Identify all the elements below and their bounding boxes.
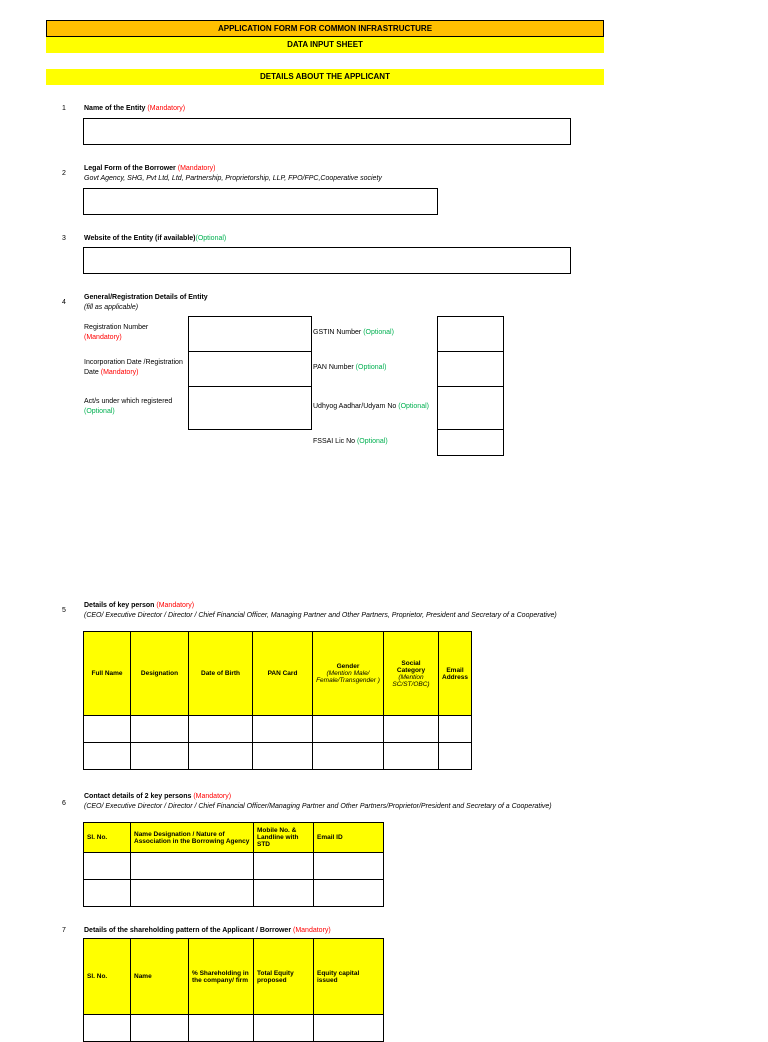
pan-text: PAN Number — [313, 364, 354, 371]
gstin-text: GSTIN Number — [313, 329, 362, 336]
shareholding-table — [83, 938, 384, 1042]
table-cell[interactable] — [84, 716, 131, 743]
pan-label — [313, 363, 386, 373]
registration-number-tag: (Mandatory) — [84, 334, 122, 341]
col-equity-issued: Equity capital issued — [314, 939, 384, 1015]
q2-mandatory-tag: (Mandatory) — [177, 165, 216, 172]
table-cell[interactable] — [313, 743, 384, 770]
pan-field[interactable] — [437, 351, 504, 387]
acts-tag: (Optional) — [84, 408, 115, 415]
q4-number: 4 — [62, 299, 66, 306]
q5-hint: (CEO/ Executive Director / Director / Chief Financial Officer, Managing Partner and Other Partners, Proprietor, President and Secretary of a Cooperative) — [84, 612, 557, 619]
section-heading: DETAILS ABOUT THE APPLICANT — [46, 69, 604, 85]
table-cell[interactable] — [84, 743, 131, 770]
table-cell[interactable] — [384, 743, 439, 770]
q6-hint: (CEO/ Executive Director / Director / Chief Financial Officer/Managing Partner and Other Partners/Proprietor/President and Secretary of a Cooperative) — [84, 803, 552, 810]
q6-label-text: Contact details of 2 key persons — [84, 793, 192, 800]
q6-number: 6 — [62, 800, 66, 807]
col-social-text: Social Category — [396, 659, 426, 674]
incorporation-date-tag: (Mandatory) — [100, 369, 139, 376]
col-social-category — [384, 632, 439, 716]
col-dob: Date of Birth — [189, 632, 253, 716]
q7-label-text: Details of the shareholding pattern of the Applicant / Borrower — [84, 927, 292, 934]
q3-optional-tag: (Optional) — [195, 235, 227, 242]
col-email: Email Address — [439, 632, 472, 716]
table-cell[interactable] — [189, 716, 253, 743]
col-mobile: Mobile No. & Landline with STD — [254, 823, 314, 853]
table-row — [84, 1015, 384, 1042]
table-row — [84, 743, 472, 770]
legal-form-field[interactable] — [83, 188, 438, 215]
table-cell[interactable] — [253, 716, 313, 743]
acts-field[interactable] — [188, 386, 312, 430]
q2-label — [84, 164, 382, 184]
col-gender — [313, 632, 384, 716]
col-gender-text: Gender — [336, 663, 360, 670]
gstin-tag: (Optional) — [363, 329, 394, 336]
col-name: Name — [131, 939, 189, 1015]
q7-number: 7 — [62, 927, 66, 934]
table-cell[interactable] — [131, 716, 189, 743]
fssai-field[interactable] — [437, 429, 504, 456]
table-cell[interactable] — [131, 1015, 189, 1042]
table-cell[interactable] — [314, 853, 384, 880]
table-cell[interactable] — [254, 880, 314, 907]
fssai-tag: (Optional) — [356, 438, 388, 445]
q5-label — [84, 601, 557, 621]
q4-label-text: General/Registration Details of Entity — [84, 294, 208, 301]
q3-number: 3 — [62, 235, 66, 242]
fssai-text: FSSAI Lic No — [313, 438, 356, 445]
gstin-label — [313, 328, 394, 338]
q4-hint: (fill as applicable) — [84, 304, 139, 311]
q7-label — [84, 926, 331, 936]
table-cell[interactable] — [84, 1015, 131, 1042]
pan-tag: (Optional) — [355, 364, 387, 371]
q1-label-text: Name of the Entity — [84, 105, 146, 112]
acts-text: Act/s under which registered — [84, 398, 173, 405]
entity-name-field[interactable] — [83, 118, 571, 145]
sheet-subtitle: DATA INPUT SHEET — [46, 37, 604, 53]
fssai-label — [313, 437, 388, 447]
q6-mandatory-tag: (Mandatory) — [193, 793, 232, 800]
table-cell[interactable] — [254, 1015, 314, 1042]
q3-label — [84, 234, 226, 244]
form-title: APPLICATION FORM FOR COMMON INFRASTRUCTURE — [46, 20, 604, 37]
table-cell[interactable] — [131, 880, 254, 907]
col-sl-no: Sl. No. — [84, 939, 131, 1015]
table-cell[interactable] — [189, 1015, 254, 1042]
table-cell[interactable] — [84, 880, 131, 907]
incorporation-date-field[interactable] — [188, 351, 312, 387]
udhyog-text: Udhyog Aadhar/Udyam No — [313, 403, 397, 410]
udhyog-tag: (Optional) — [398, 403, 429, 410]
incorporation-date-text: Incorporation Date /Registration Date — [84, 359, 183, 376]
incorporation-date-label — [84, 358, 188, 378]
table-cell[interactable] — [439, 716, 472, 743]
key-person-table — [83, 631, 472, 770]
q2-label-text: Legal Form of the Borrower — [84, 165, 176, 172]
contact-details-table — [83, 822, 384, 907]
q2-number: 2 — [62, 170, 66, 177]
q7-mandatory-tag: (Mandatory) — [293, 927, 331, 934]
table-row — [84, 853, 384, 880]
col-gender-hint: (Mention Male/ Female/Transgender ) — [316, 670, 380, 684]
q1-label — [84, 104, 185, 114]
col-total-equity: Total Equity proposed — [254, 939, 314, 1015]
col-pan-card: PAN Card — [253, 632, 313, 716]
col-email-id: Email ID — [314, 823, 384, 853]
gstin-field[interactable] — [437, 316, 504, 352]
table-cell[interactable] — [131, 853, 254, 880]
table-cell[interactable] — [314, 1015, 384, 1042]
q5-number: 5 — [62, 607, 66, 614]
table-cell[interactable] — [254, 853, 314, 880]
table-cell[interactable] — [313, 716, 384, 743]
q5-mandatory-tag: (Mandatory) — [156, 602, 195, 609]
q4-label — [84, 293, 208, 313]
acts-label — [84, 397, 188, 417]
q1-mandatory-tag: (Mandatory) — [147, 105, 186, 112]
col-social-hint: (Mention SC/ST/OBC) — [392, 673, 430, 688]
table-row — [84, 716, 472, 743]
col-full-name: Full Name — [84, 632, 131, 716]
col-designation: Designation — [131, 632, 189, 716]
registration-number-field[interactable] — [188, 316, 312, 352]
q1-number: 1 — [62, 105, 66, 112]
col-name-designation: Name Designation / Nature of Association in the Borrowing Agency — [131, 823, 254, 853]
table-cell[interactable] — [253, 743, 313, 770]
table-cell[interactable] — [384, 716, 439, 743]
table-row — [84, 880, 384, 907]
col-shareholding: % Shareholding in the company/ firm — [189, 939, 254, 1015]
udhyog-label — [313, 402, 429, 412]
q2-hint: Govt Agency, SHG, Pvt Ltd, Ltd, Partnership, Proprietorship, LLP, FPO/FPC,Cooperative society — [84, 175, 382, 182]
q5-label-text: Details of key person — [84, 602, 155, 609]
table-cell[interactable] — [84, 853, 131, 880]
registration-number-text: Registration Number — [84, 324, 149, 331]
table-cell[interactable] — [314, 880, 384, 907]
udhyog-field[interactable] — [437, 386, 504, 430]
table-cell[interactable] — [131, 743, 189, 770]
table-cell[interactable] — [189, 743, 253, 770]
website-field[interactable] — [83, 247, 571, 274]
q6-label — [84, 792, 552, 812]
q3-label-text: Website of the Entity (if available) — [84, 235, 196, 242]
col-sl-no: Sl. No. — [84, 823, 131, 853]
registration-number-label — [84, 323, 184, 343]
table-cell[interactable] — [439, 743, 472, 770]
